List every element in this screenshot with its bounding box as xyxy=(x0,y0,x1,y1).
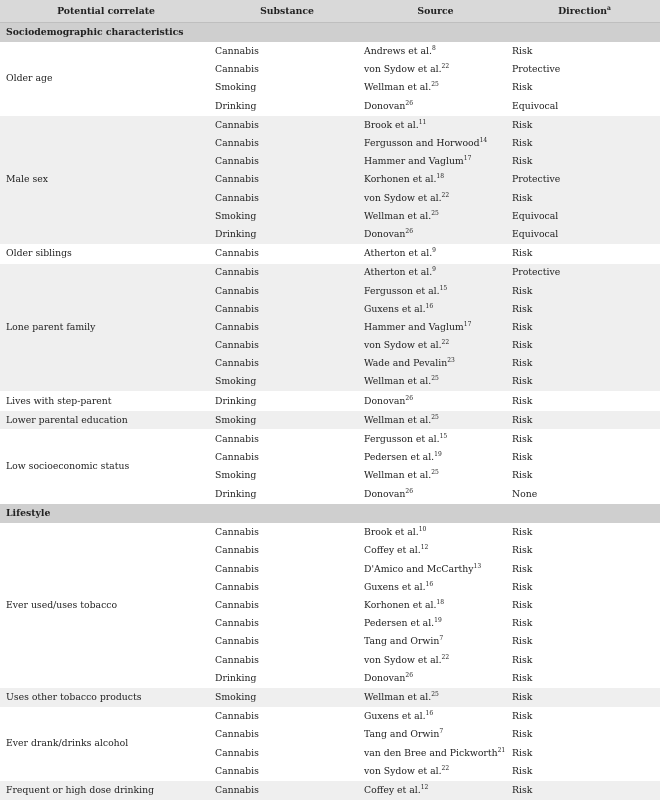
section-title: Lifestyle xyxy=(0,504,660,524)
source-text: Wellman et al. xyxy=(364,82,432,94)
source-cell xyxy=(362,79,509,97)
source-cell xyxy=(362,116,509,135)
substance-cell: Cannabis xyxy=(212,171,362,189)
source-text: von Sydow et al. xyxy=(364,192,442,204)
table-row xyxy=(0,392,660,411)
direction-cell: Protective xyxy=(509,61,660,79)
source-cell xyxy=(362,171,509,189)
reference-number: 25 xyxy=(431,690,439,698)
correlate-group xyxy=(0,392,660,411)
direction-cell: Risk xyxy=(509,523,660,542)
source-cell xyxy=(362,523,509,542)
direction-cell: Risk xyxy=(509,651,660,669)
header-source: Source xyxy=(362,0,509,23)
source-text: von Sydow et al. xyxy=(364,340,442,352)
substance-cell: Cannabis xyxy=(212,337,362,355)
substance-cell: Smoking xyxy=(212,207,362,225)
direction-cell: Risk xyxy=(509,153,660,171)
direction-cell: Risk xyxy=(509,707,660,726)
direction-cell: Risk xyxy=(509,467,660,485)
source-cell xyxy=(362,318,509,336)
substance-cell: Smoking xyxy=(212,467,362,485)
reference-number: 15 xyxy=(439,284,448,292)
direction-cell: Risk xyxy=(509,633,660,651)
correlate-group xyxy=(0,244,660,263)
direction-cell: Equivocal xyxy=(509,207,660,225)
reference-number: 18 xyxy=(436,173,445,181)
substance-cell: Cannabis xyxy=(212,430,362,449)
table-row xyxy=(0,411,660,430)
substance-cell: Cannabis xyxy=(212,726,362,744)
source-text: Fergusson et al. xyxy=(364,434,440,446)
correlate-cell: Male sex xyxy=(0,116,212,244)
substance-cell: Cannabis xyxy=(212,189,362,207)
source-cell xyxy=(362,449,509,467)
source-text: Donovan xyxy=(364,100,406,112)
source-text: Pedersen et al. xyxy=(364,618,435,630)
section-header-group xyxy=(0,23,660,43)
substance-cell: Cannabis xyxy=(212,355,362,373)
reference-number: 16 xyxy=(425,302,434,310)
reference-number: 18 xyxy=(436,598,445,606)
reference-number: 11 xyxy=(418,118,427,126)
source-cell xyxy=(362,467,509,485)
direction-cell: Equivocal xyxy=(509,225,660,244)
source-cell xyxy=(362,578,509,596)
direction-cell: Risk xyxy=(509,116,660,135)
reference-number: 12 xyxy=(420,544,429,552)
direction-cell: Risk xyxy=(509,244,660,263)
reference-number: 22 xyxy=(441,339,450,346)
source-text: von Sydow et al. xyxy=(364,654,442,666)
source-cell xyxy=(362,762,509,781)
source-text: Donovan xyxy=(364,488,406,500)
direction-cell: Risk xyxy=(509,79,660,97)
substance-cell: Drinking xyxy=(212,485,362,504)
source-text: Hammer and Vaglum xyxy=(364,321,464,333)
source-text: von Sydow et al. xyxy=(364,765,442,777)
source-text: Korhonen et al. xyxy=(364,174,437,186)
reference-number: 7 xyxy=(439,635,444,643)
substance-cell: Smoking xyxy=(212,79,362,97)
substance-cell: Cannabis xyxy=(212,615,362,633)
substance-cell: Cannabis xyxy=(212,523,362,542)
correlate-group xyxy=(0,430,660,504)
direction-cell: Protective xyxy=(509,171,660,189)
header-substance: Substance xyxy=(212,0,362,23)
source-text: Brook et al. xyxy=(364,119,419,131)
correlate-cell: Older siblings xyxy=(0,244,212,263)
source-cell xyxy=(362,244,509,263)
correlate-cell: Uses other tobacco products xyxy=(0,688,212,707)
source-cell xyxy=(362,430,509,449)
source-cell xyxy=(362,134,509,152)
substance-cell: Cannabis xyxy=(212,42,362,61)
direction-cell: None xyxy=(509,485,660,504)
source-cell xyxy=(362,42,509,61)
direction-cell: Risk xyxy=(509,781,660,800)
source-text: Guxens et al. xyxy=(364,711,426,723)
section-header-group xyxy=(0,504,660,524)
substance-cell: Cannabis xyxy=(212,61,362,79)
source-text: van den Bree and Pickworth xyxy=(364,747,498,759)
section-header-row xyxy=(0,23,660,43)
source-cell xyxy=(362,411,509,430)
direction-cell: Risk xyxy=(509,449,660,467)
reference-number: 19 xyxy=(434,617,442,625)
section-header-row xyxy=(0,504,660,524)
reference-number: 15 xyxy=(439,432,448,440)
source-cell xyxy=(362,726,509,744)
source-text: Tang and Orwin xyxy=(364,729,440,741)
source-text: Wade and Pevalin xyxy=(364,358,448,370)
table-row xyxy=(0,430,660,449)
direction-cell: Risk xyxy=(509,392,660,411)
source-text: Wellman et al. xyxy=(364,470,432,482)
substance-cell: Cannabis xyxy=(212,744,362,762)
direction-cell: Risk xyxy=(509,318,660,336)
source-cell xyxy=(362,153,509,171)
correlate-group xyxy=(0,116,660,244)
reference-number: 19 xyxy=(434,451,442,459)
direction-cell: Risk xyxy=(509,615,660,633)
source-text: Wellman et al. xyxy=(364,691,432,703)
substance-cell: Drinking xyxy=(212,97,362,116)
correlate-cell: Older age xyxy=(0,42,212,116)
direction-cell: Risk xyxy=(509,542,660,560)
substance-cell: Cannabis xyxy=(212,116,362,135)
substance-cell: Cannabis xyxy=(212,560,362,578)
source-text: Atherton et al. xyxy=(364,248,433,260)
source-text: Donovan xyxy=(364,672,406,684)
correlate-group xyxy=(0,42,660,116)
substance-cell: Cannabis xyxy=(212,449,362,467)
substance-cell: Smoking xyxy=(212,411,362,430)
source-cell xyxy=(362,669,509,688)
direction-cell: Risk xyxy=(509,688,660,707)
direction-cell: Risk xyxy=(509,430,660,449)
reference-number: 17 xyxy=(463,155,472,163)
header-direction-footnote-mark: a xyxy=(606,4,611,12)
table-row xyxy=(0,523,660,542)
header-row xyxy=(0,0,660,23)
header-direction xyxy=(509,0,660,23)
reference-number: 26 xyxy=(405,227,414,235)
source-text: Guxens et al. xyxy=(364,303,426,315)
substance-cell: Smoking xyxy=(212,688,362,707)
table-row xyxy=(0,688,660,707)
source-cell xyxy=(362,485,509,504)
source-cell xyxy=(362,633,509,651)
source-text: Fergusson and Horwood xyxy=(364,138,480,150)
substance-cell: Cannabis xyxy=(212,244,362,263)
header-potential-correlate: Potential correlate xyxy=(0,0,212,23)
source-cell xyxy=(362,615,509,633)
correlate-group xyxy=(0,411,660,430)
direction-cell: Equivocal xyxy=(509,97,660,116)
direction-cell: Risk xyxy=(509,282,660,300)
table-row xyxy=(0,707,660,726)
reference-number: 14 xyxy=(479,136,488,144)
correlate-group xyxy=(0,707,660,781)
source-cell xyxy=(362,263,509,282)
reference-number: 26 xyxy=(405,99,414,107)
direction-cell: Risk xyxy=(509,134,660,152)
correlate-cell: Ever drank/drinks alcohol xyxy=(0,707,212,781)
substance-cell: Cannabis xyxy=(212,542,362,560)
substance-cell: Cannabis xyxy=(212,596,362,614)
substance-cell: Cannabis xyxy=(212,781,362,800)
correlate-cell: Low socioeconomic status xyxy=(0,430,212,504)
source-text: von Sydow et al. xyxy=(364,64,442,76)
table-row xyxy=(0,244,660,263)
reference-number: 13 xyxy=(473,562,482,570)
substance-cell: Cannabis xyxy=(212,134,362,152)
direction-cell: Risk xyxy=(509,373,660,392)
source-cell xyxy=(362,542,509,560)
reference-number: 25 xyxy=(431,81,439,89)
reference-number: 22 xyxy=(441,191,450,199)
direction-cell: Risk xyxy=(509,189,660,207)
substance-cell: Cannabis xyxy=(212,318,362,336)
source-text: Guxens et al. xyxy=(364,581,426,593)
source-text: Tang and Orwin xyxy=(364,636,440,648)
source-text: Atherton et al. xyxy=(364,267,433,279)
reference-number: 25 xyxy=(431,413,439,421)
reference-number: 25 xyxy=(431,375,439,383)
source-cell xyxy=(362,392,509,411)
reference-number: 26 xyxy=(405,394,414,402)
source-cell xyxy=(362,355,509,373)
source-cell xyxy=(362,373,509,392)
source-text: Wellman et al. xyxy=(364,210,432,222)
source-cell xyxy=(362,744,509,762)
direction-cell: Risk xyxy=(509,411,660,430)
source-cell xyxy=(362,61,509,79)
direction-cell: Risk xyxy=(509,560,660,578)
substance-cell: Drinking xyxy=(212,669,362,688)
reference-number: 16 xyxy=(425,580,434,588)
correlate-cell: Lower parental education xyxy=(0,411,212,430)
source-cell xyxy=(362,560,509,578)
source-text: Hammer and Vaglum xyxy=(364,156,464,168)
reference-number: 26 xyxy=(405,671,414,679)
substance-cell: Cannabis xyxy=(212,282,362,300)
source-text: D'Amico and McCarthy xyxy=(364,563,474,575)
direction-cell: Risk xyxy=(509,337,660,355)
correlate-cell: Lives with step-parent xyxy=(0,392,212,411)
source-text: Andrews et al. xyxy=(364,46,432,58)
direction-cell: Risk xyxy=(509,42,660,61)
source-text: Wellman et al. xyxy=(364,376,432,388)
reference-number: 9 xyxy=(432,247,436,255)
direction-cell: Risk xyxy=(509,355,660,373)
source-cell xyxy=(362,300,509,318)
correlate-cell: Frequent or high dose drinking xyxy=(0,781,212,800)
source-text: Korhonen et al. xyxy=(364,600,437,612)
source-text: Coffey et al. xyxy=(364,545,421,557)
substance-cell: Cannabis xyxy=(212,300,362,318)
reference-number: 17 xyxy=(463,320,472,328)
direction-cell: Risk xyxy=(509,596,660,614)
source-text: Coffey et al. xyxy=(364,784,421,796)
reference-number: 25 xyxy=(431,209,439,217)
correlate-group xyxy=(0,688,660,707)
header-direction-label: Direction xyxy=(558,5,607,17)
table-row xyxy=(0,263,660,282)
substance-cell: Cannabis xyxy=(212,651,362,669)
source-cell xyxy=(362,651,509,669)
direction-cell: Risk xyxy=(509,744,660,762)
substance-cell: Smoking xyxy=(212,373,362,392)
substance-cell: Drinking xyxy=(212,392,362,411)
direction-cell: Risk xyxy=(509,726,660,744)
source-cell xyxy=(362,97,509,116)
source-cell xyxy=(362,688,509,707)
direction-cell: Risk xyxy=(509,669,660,688)
reference-number: 22 xyxy=(441,764,450,772)
correlate-cell: Ever used/uses tobacco xyxy=(0,523,212,688)
source-cell xyxy=(362,596,509,614)
correlate-group xyxy=(0,263,660,391)
reference-number: 22 xyxy=(441,653,450,661)
source-text: Pedersen et al. xyxy=(364,452,435,464)
reference-number: 8 xyxy=(431,45,436,52)
substance-cell: Cannabis xyxy=(212,578,362,596)
substance-cell: Cannabis xyxy=(212,153,362,171)
reference-number: 23 xyxy=(447,357,455,365)
source-cell xyxy=(362,225,509,244)
table-header xyxy=(0,0,660,23)
substance-cell: Drinking xyxy=(212,225,362,244)
source-cell xyxy=(362,707,509,726)
source-cell xyxy=(362,207,509,225)
source-cell xyxy=(362,189,509,207)
reference-number: 12 xyxy=(420,783,429,791)
table-row xyxy=(0,42,660,61)
reference-number: 22 xyxy=(441,63,450,71)
source-text: Fergusson et al. xyxy=(364,285,440,297)
section-title: Sociodemographic characteristics xyxy=(0,23,660,43)
correlate-cell: Lone parent family xyxy=(0,263,212,391)
source-cell xyxy=(362,282,509,300)
substance-cell: Cannabis xyxy=(212,633,362,651)
source-text: Donovan xyxy=(364,395,406,407)
source-cell xyxy=(362,337,509,355)
direction-cell: Risk xyxy=(509,762,660,781)
direction-cell: Protective xyxy=(509,263,660,282)
reference-number: 16 xyxy=(425,710,434,718)
table-row xyxy=(0,116,660,135)
reference-number: 7 xyxy=(439,728,444,736)
source-text: Brook et al. xyxy=(364,527,419,539)
correlate-group xyxy=(0,523,660,688)
substance-cell: Cannabis xyxy=(212,263,362,282)
source-text: Donovan xyxy=(364,228,406,240)
substance-cell: Cannabis xyxy=(212,762,362,781)
reference-number: 26 xyxy=(405,487,414,495)
substance-cell: Cannabis xyxy=(212,707,362,726)
reference-number: 21 xyxy=(497,746,506,754)
reference-number: 9 xyxy=(432,266,436,274)
direction-cell: Risk xyxy=(509,578,660,596)
source-text: Wellman et al. xyxy=(364,414,432,426)
reference-number: 10 xyxy=(418,526,427,534)
direction-cell: Risk xyxy=(509,300,660,318)
reference-number: 25 xyxy=(431,469,439,477)
